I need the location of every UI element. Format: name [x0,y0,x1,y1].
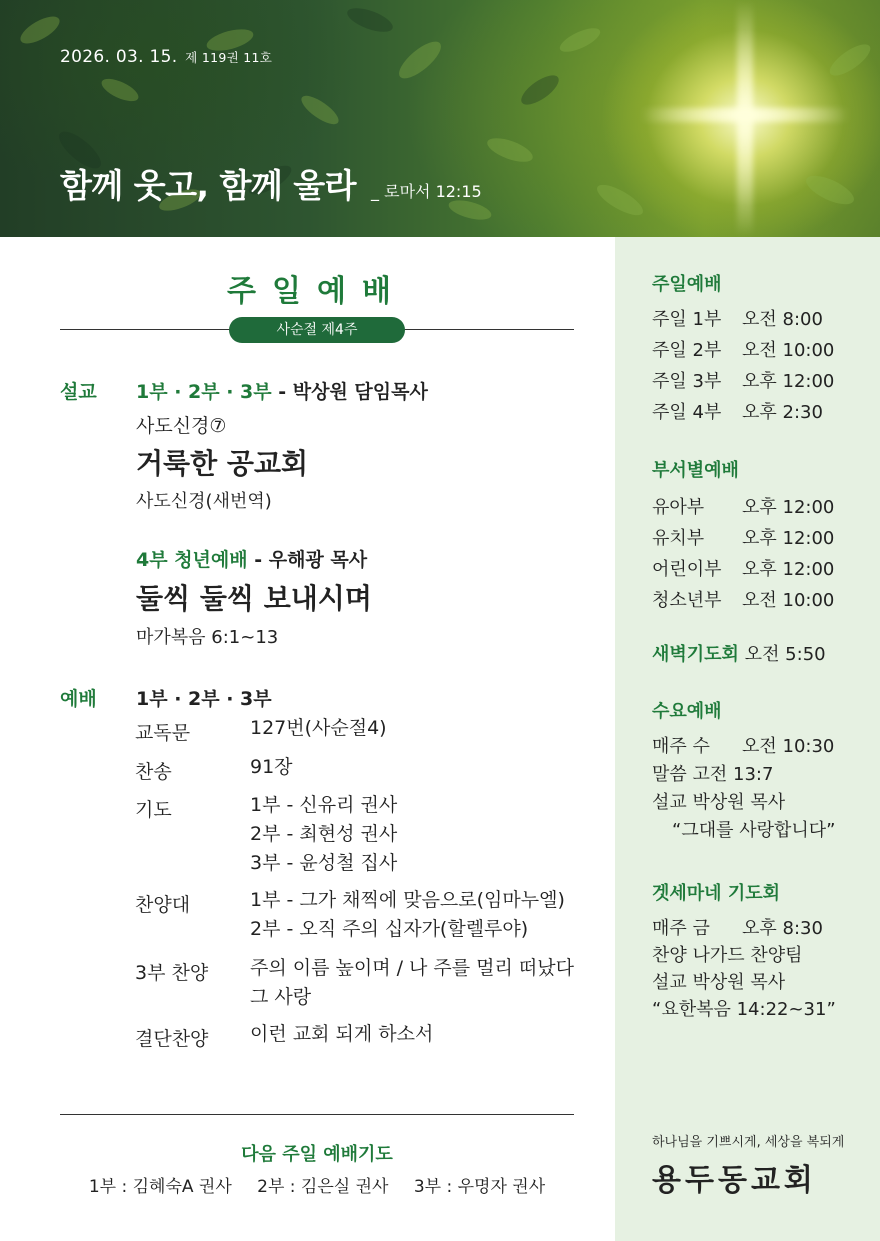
bulletin-volume: 제 119권 11호 [185,50,273,65]
dawn-prayer-heading: 새벽기도회 [652,644,739,665]
sunday-schedule-heading: 주일예배 [652,274,722,295]
preacher-row: 설교 박상원 목사 [652,972,786,993]
youth-sermon-title: 둘씩 둘씩 보내시며 [136,582,372,615]
sermon-label: 설교 [60,381,97,403]
schedule-row: 어린이부 오후 12:00 [652,559,835,580]
next-prayer-item: 2부 : 김은실 권사 [257,1177,389,1197]
gethsemane-prayer [652,879,836,1023]
schedule-row: 유치부 오후 12:00 [652,528,835,549]
order-item-value: 127번(사순절4) [250,717,387,739]
footer-divider [60,1114,574,1115]
order-item-value: 1부 - 그가 채찍에 맞음으로(임마누엘) 2부 - 오직 주의 십자가(할렐루야) [250,889,565,940]
youth-sermon-line: 4부 청년예배 - 우해광 목사 [136,549,368,571]
dawn-prayer-time: 오전 5:50 [738,644,826,665]
order-item-value: 이런 교회 되게 하소서 [250,1023,434,1045]
schedule-row: 주일 2부 오전 10:00 [652,340,835,361]
church-logo: 용두동교회 [652,1163,817,1198]
order-item-value: 주의 이름 높이며 / 나 주를 멀리 떠났다 그 사랑 [250,957,574,1008]
wednesday-service [652,697,835,845]
light-cross-horizontal [640,108,850,122]
order-item-value: 91장 [250,756,293,778]
next-prayer-list [60,1172,574,1197]
worship-title: 주일예배 [227,274,407,309]
department-schedule [652,456,834,616]
church-tagline: 하나님을 기쁘시게, 세상을 복되게 [652,1135,845,1150]
schedule-row: 주일 1부 오전 8:00 [652,309,823,330]
schedule-row: 매주 수 오전 10:30 [652,736,835,757]
header-banner [0,0,880,237]
order-label: 예배 [60,688,97,710]
order-services: 1부 · 2부 · 3부 [136,688,272,710]
order-item-label: 찬송 [135,761,172,783]
schedule-row: 유아부 오후 12:00 [652,497,835,518]
schedule-row: 주일 4부 오후 2:30 [652,402,823,423]
wednesday-heading: 수요예배 [652,701,722,722]
next-prayer-title: 다음 주일 예배기도 [241,1144,393,1165]
dawn-prayer [652,640,826,666]
schedule-row: 매주 금 오후 8:30 [652,918,823,939]
schedule-row: 청소년부 오전 10:00 [652,590,835,611]
order-item-label: 3부 찬양 [135,962,209,984]
order-item-value: 1부 - 신유리 권사 2부 - 최현성 권사 3부 - 윤성철 집사 [250,794,398,874]
sermon-title-row: “요한복음 14:22~31” [652,999,836,1020]
gethsemane-heading: 겟세마네 기도회 [652,883,780,904]
schedule-row: 주일 3부 오후 12:00 [652,371,835,392]
preacher-row: 설교 박상원 목사 [652,792,786,813]
sermon-services-line: 1부 · 2부 · 3부 - 박상원 담임목사 [136,381,428,403]
scripture-row: 말씀 고전 13:7 [652,764,774,785]
season-badge: 사순절 제4주 [229,317,405,343]
sermon-series: 사도신경⑦ [136,415,227,437]
order-item-label: 교독문 [135,722,191,744]
sermon-scripture: 사도신경(새번역) [136,491,272,512]
order-item-label: 결단찬양 [135,1028,209,1050]
praise-row: 찬양 나가드 찬양팀 [652,945,803,966]
order-item-label: 찬양대 [135,894,191,916]
department-schedule-heading: 부서별예배 [652,460,739,481]
youth-sermon-scripture: 마가복음 6:1~13 [136,627,279,648]
next-prayer-item: 1부 : 김혜숙A 권사 [88,1177,232,1197]
sunday-schedule [652,270,834,428]
next-prayer-item: 3부 : 우명자 권사 [413,1177,546,1197]
title-reference: _ 로마서 12:15 [371,182,482,201]
bulletin-title: 함께 웃고, 함께 울라 _ 로마서 12:15 [60,166,482,205]
bulletin-date: 2026. 03. 15. 제 119권 11호 [60,47,273,67]
order-item-label: 기도 [135,799,172,821]
sermon-title-row: “그대를 사랑합니다” [672,820,836,841]
sermon-title: 거룩한 공교회 [136,447,309,480]
